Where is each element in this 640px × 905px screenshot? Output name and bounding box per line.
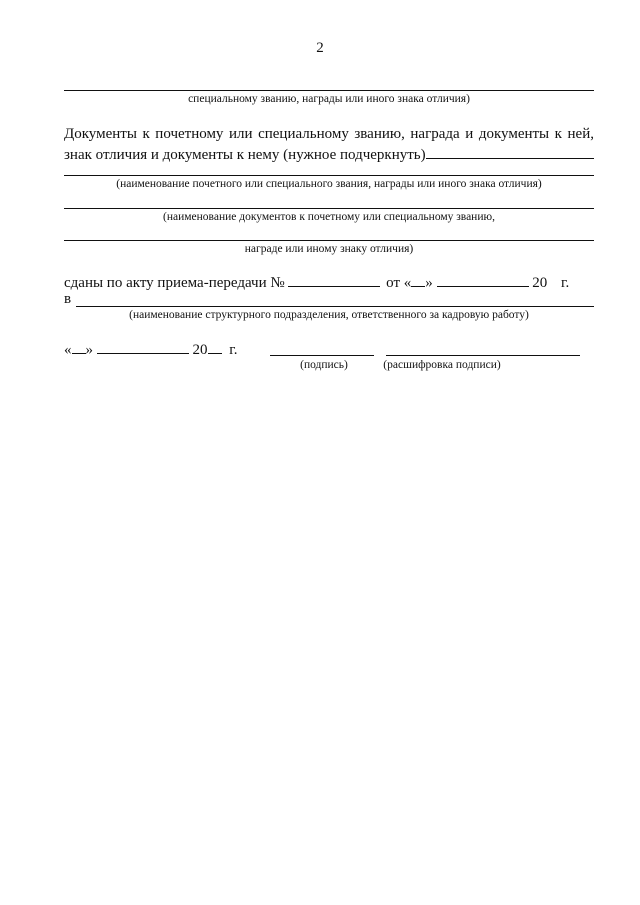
transfer-act-close-quote: » — [425, 275, 433, 291]
signature-decoding-caption: (расшифровка подписи) — [383, 359, 501, 371]
top-caption: специальному званию, награды или иного знака отличия) — [188, 93, 470, 105]
page-number: 2 — [316, 40, 324, 56]
transfer-act-year-suffix: г. — [561, 275, 570, 291]
transfer-act-year: 20 — [532, 275, 548, 291]
award-name-line[interactable] — [64, 175, 594, 176]
transfer-act-prefix: сданы по акту приема-передачи № — [64, 275, 285, 291]
department-caption: (наименование структурного подразделения, ответственного за кадровую работу) — [129, 309, 529, 321]
documents-name-line-2[interactable] — [64, 240, 594, 241]
date-month-blank[interactable] — [97, 340, 189, 354]
underline-choice-blank[interactable] — [426, 145, 594, 159]
date-close-quote: » — [85, 342, 93, 358]
signature-line[interactable] — [270, 355, 374, 356]
act-month-blank[interactable] — [437, 273, 529, 287]
top-fill-line — [64, 90, 594, 91]
date-line — [64, 340, 237, 359]
date-day-blank[interactable] — [72, 340, 86, 354]
department-line[interactable] — [76, 306, 594, 307]
documents-name-caption-part1: (наименование документов к почетному или специальному званию, — [163, 211, 495, 223]
date-year-suffix: г. — [229, 342, 238, 358]
act-day-blank[interactable] — [411, 273, 425, 287]
award-name-caption: (наименование почетного или специального звания, награды или иного знака отличия) — [116, 178, 542, 190]
signature-caption: (подпись) — [300, 359, 348, 371]
date-year: 20 — [192, 342, 208, 358]
transfer-act-from: от « — [386, 275, 412, 291]
date-year-blank[interactable] — [208, 340, 222, 354]
documents-name-line[interactable] — [64, 208, 594, 209]
department-in-label: в — [64, 291, 72, 307]
documents-statement-line2-text: знак отличия и документы к нему (нужное подчеркнуть) — [64, 147, 426, 163]
act-number-blank[interactable] — [288, 273, 380, 287]
documents-statement-line2 — [64, 145, 594, 164]
transfer-act-line — [64, 273, 569, 292]
signature-decoding-line[interactable] — [386, 355, 580, 356]
date-open-quote: « — [64, 342, 72, 358]
documents-statement-line1: Документы к почетному или специальному званию, награда и документы к ней, — [64, 126, 594, 142]
documents-name-caption-part2: награде или иному знаку отличия) — [244, 243, 414, 255]
